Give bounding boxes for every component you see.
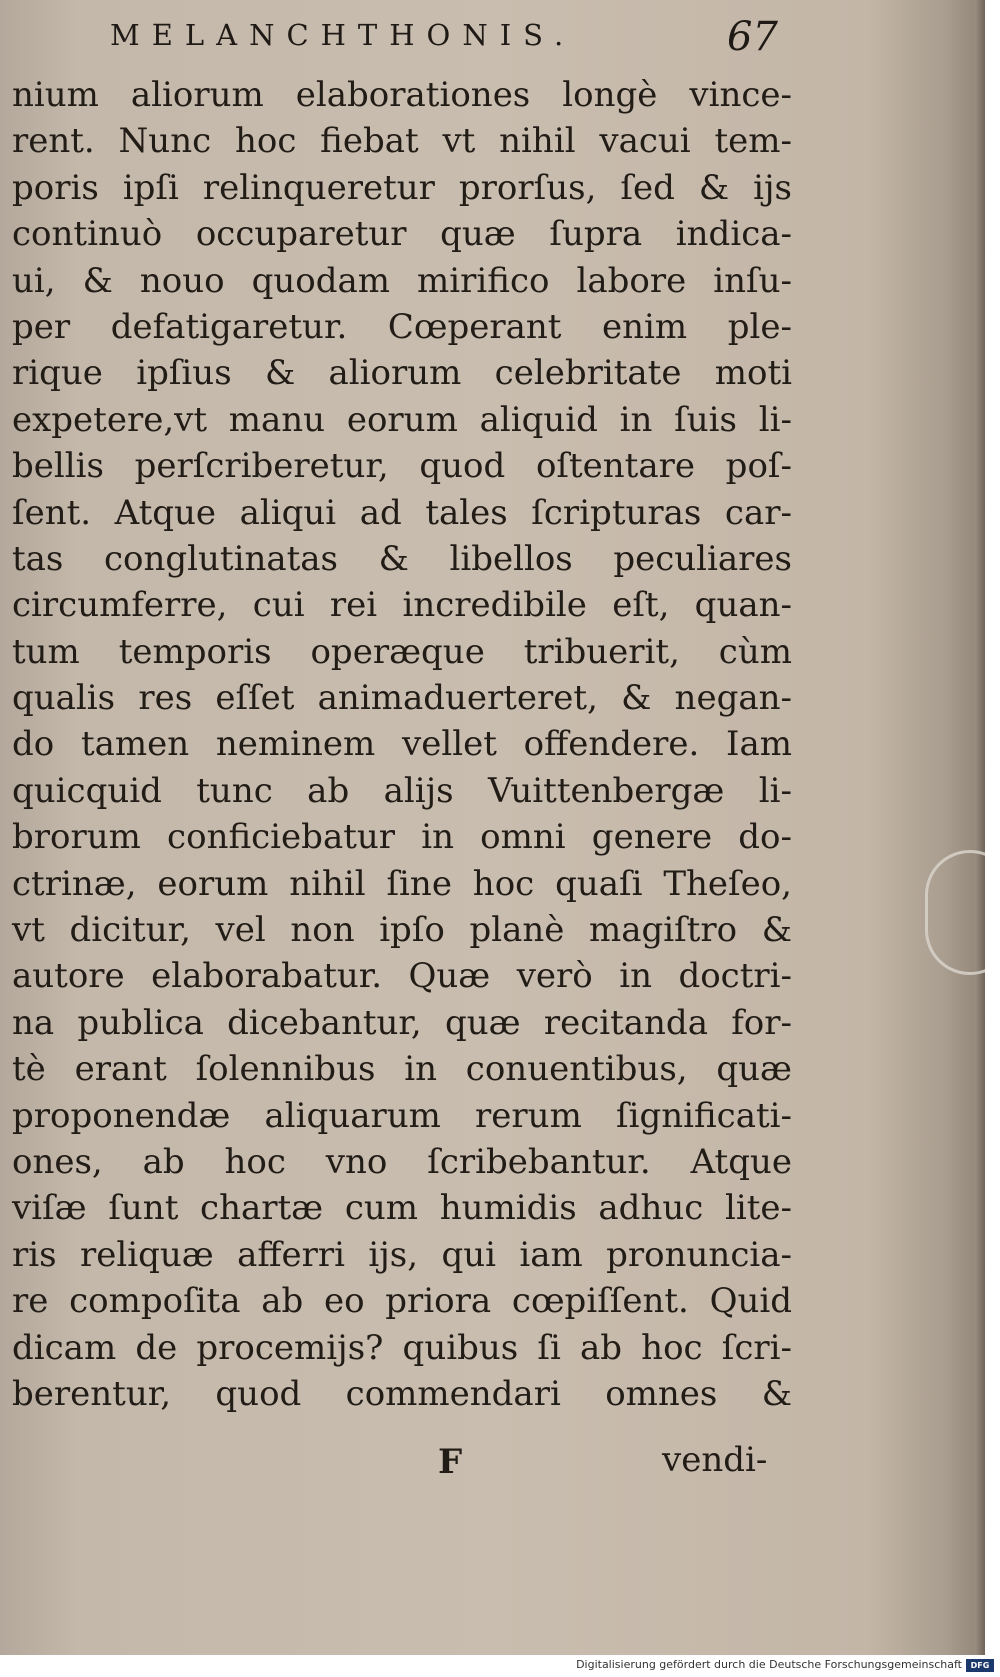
text-line: bellis perſcriberetur, quod oſtentare poſ- xyxy=(12,446,792,487)
footer-bar xyxy=(0,1655,1000,1677)
text-line: ſent. Atque aliqui ad tales ſcripturas car- xyxy=(12,492,792,533)
text-line: berentur, quod commendari omnes & xyxy=(12,1373,792,1414)
text-line: ris reliquæ afferri ijs, qui iam pronuncia- xyxy=(12,1234,792,1275)
catchword: vendi- xyxy=(662,1440,768,1480)
text-line: poris ipſi relinqueretur prorſus, ſed & ijs xyxy=(12,167,792,208)
text-line: autore elaborabatur. Quæ verò in doctri- xyxy=(12,956,792,997)
text-line: expetere,vt manu eorum aliquid in ſuis li- xyxy=(12,399,792,440)
page-number: 67 xyxy=(727,14,778,60)
text-line: tum temporis operæque tribuerit, cùm xyxy=(12,631,792,672)
text-line: qualis res eſſet animaduerteret, & negan- xyxy=(12,678,792,719)
funding-credit: Digitalisierung gefördert durch die Deutsche Forschungsgemeinschaft xyxy=(576,1658,962,1671)
signature-mark: F xyxy=(438,1442,463,1482)
body-text xyxy=(12,72,792,1417)
running-head: MELANCHTHONIS. xyxy=(110,18,576,52)
text-line: tè erant ſolennibus in conuentibus, quæ xyxy=(12,1049,792,1090)
text-line: proponendæ aliquarum rerum ſignificati- xyxy=(12,1095,792,1136)
text-line: viſæ ſunt chartæ cum humidis adhuc lite- xyxy=(12,1188,792,1229)
text-line: re compoſita ab eo priora cœpiſſent. Quid xyxy=(12,1281,792,1322)
text-line: quicquid tunc ab alijs Vuittenbergæ li- xyxy=(12,770,792,811)
text-line: per defatigaretur. Cœperant enim ple- xyxy=(12,306,792,347)
text-line: rique ipſius & aliorum celebritate moti xyxy=(12,353,792,394)
text-line: ones, ab hoc vno ſcribebantur. Atque xyxy=(12,1141,792,1182)
text-line: circumferre, cui rei incredibile eſt, quan- xyxy=(12,585,792,626)
text-line: vt dicitur, vel non ipſo planè magiſtro & xyxy=(12,910,792,951)
bookmark-ring-marker xyxy=(925,850,985,975)
text-line: ctrinæ, eorum nihil ſine hoc quaſi Theſeo, xyxy=(12,863,792,904)
text-line: continuò occuparetur quæ ſupra indica- xyxy=(12,214,792,255)
text-line: tas conglutinatas & libellos peculiares xyxy=(12,538,792,579)
text-line: ui, & nouo quodam mirifico labore inſu- xyxy=(12,260,792,301)
text-line: dicam de procemijs? quibus ſi ab hoc ſcri- xyxy=(12,1327,792,1368)
page-edge xyxy=(975,0,985,1655)
text-line: rent. Nunc hoc fiebat vt nihil vacui tem- xyxy=(12,121,792,162)
text-line: do tamen neminem vellet offendere. Iam xyxy=(12,724,792,765)
text-line: nium aliorum elaborationes longè vince- xyxy=(12,75,792,115)
text-line: na publica dicebantur, quæ recitanda for- xyxy=(12,1002,792,1043)
text-line: brorum conficiebatur in omni genere do- xyxy=(12,817,792,858)
dfg-logo: DFG xyxy=(966,1659,994,1672)
